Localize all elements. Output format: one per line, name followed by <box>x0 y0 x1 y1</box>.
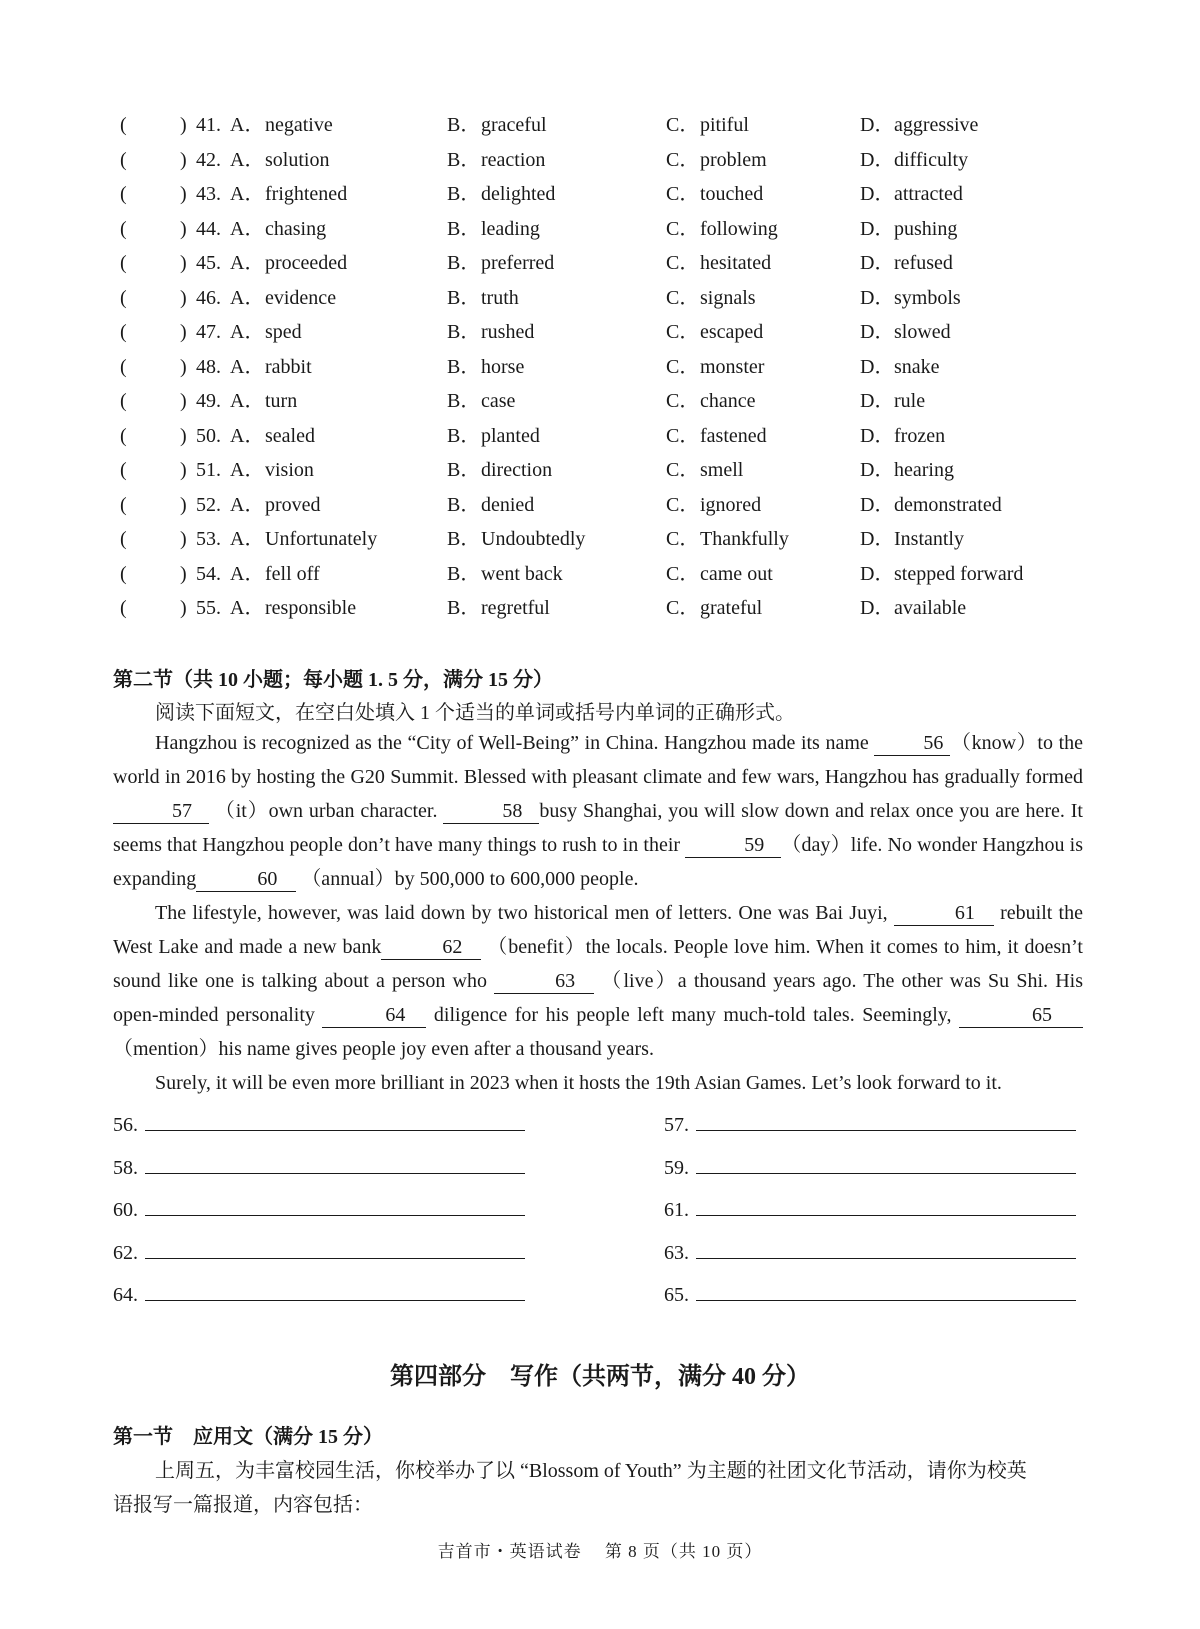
answer-paren-close: ) <box>180 493 187 516</box>
question-number: 44. <box>196 217 221 240</box>
option-d[interactable]: frozen <box>894 424 946 447</box>
option-c[interactable]: pitiful <box>700 114 749 136</box>
option-a[interactable]: fell off <box>265 562 320 585</box>
option-a[interactable]: Unfortunately <box>265 528 378 550</box>
passage-paragraph-3: Surely, it will be even more brilliant in 2023 when it hosts the 19th Asian Games. Let’s look forward to it. <box>155 1072 1002 1094</box>
answer-paren-close: ) <box>180 528 187 550</box>
option-d[interactable]: attracted <box>894 183 963 205</box>
option-b[interactable]: went back <box>481 562 563 585</box>
answer-number: 62. <box>113 1241 138 1264</box>
option-a[interactable]: turn <box>265 390 298 412</box>
option-d[interactable]: available <box>894 597 967 619</box>
answer-line[interactable] <box>696 1153 1076 1174</box>
option-d-label: D． <box>860 321 895 343</box>
option-b-label: B． <box>447 528 481 550</box>
passage-text: diligence for his people left many much-told tales. Seemingly, <box>426 1004 959 1026</box>
passage-text: Hangzhou is recognized as the “City of Well-Being” in China. Hangzhou made its name <box>155 732 875 754</box>
question-row <box>120 283 1080 313</box>
question-number: 48. <box>196 355 221 378</box>
blank-58[interactable]: 58 <box>443 799 539 824</box>
option-b-label: B． <box>447 459 481 481</box>
option-a[interactable]: frightened <box>265 183 348 205</box>
option-c-label: C． <box>666 252 700 274</box>
option-d-label: D． <box>860 252 895 274</box>
part4-title: 第四部分 写作（共两节，满分 40 分） <box>390 1364 810 1390</box>
option-c[interactable]: following <box>700 217 778 240</box>
option-a-label: A． <box>230 217 265 240</box>
answer-paren-open[interactable]: ( <box>120 217 127 240</box>
answer-paren-open[interactable]: ( <box>120 459 127 481</box>
question-number: 41. <box>196 114 221 136</box>
option-b-label: B． <box>447 252 481 274</box>
blank-59[interactable]: 59 <box>685 833 781 858</box>
question-number: 47. <box>196 321 221 343</box>
passage-text: （know）to the world in 2016 by hosting the G20 Summit. Blessed with pleasant climate and few wars, Hangzhou has gradually formed <box>113 732 1084 788</box>
option-a[interactable]: evidence <box>265 286 337 309</box>
option-a-label: A． <box>230 252 265 274</box>
option-b[interactable]: regretful <box>481 597 550 619</box>
option-b[interactable]: reaction <box>481 148 546 171</box>
cloze-passage <box>113 726 1083 1100</box>
option-b-label: B． <box>447 148 481 171</box>
passage-text: （benefit）the locals. People love him. When it comes to him, it doesn’t sound like one is talking about a person who <box>113 936 1083 992</box>
option-c[interactable]: came out <box>700 562 773 585</box>
answer-paren-close: ) <box>180 252 187 274</box>
option-b-label: B． <box>447 183 481 205</box>
option-a-label: A． <box>230 459 265 481</box>
option-a-label: A． <box>230 148 265 171</box>
option-b[interactable]: leading <box>481 217 540 240</box>
answer-line[interactable] <box>696 1238 1076 1259</box>
option-d-label: D． <box>860 286 895 309</box>
option-c-label: C． <box>666 390 700 412</box>
option-b-label: B． <box>447 217 481 240</box>
answer-paren-close: ) <box>180 321 187 343</box>
option-b-label: B． <box>447 424 481 447</box>
option-a[interactable]: sealed <box>265 424 315 447</box>
option-c[interactable]: hesitated <box>700 252 772 274</box>
answer-line[interactable] <box>696 1110 1076 1131</box>
option-c-label: C． <box>666 562 700 585</box>
answer-paren-open[interactable]: ( <box>120 528 127 550</box>
option-a-label: A． <box>230 528 265 550</box>
option-b-label: B． <box>447 286 481 309</box>
answer-paren-close: ) <box>180 562 187 585</box>
question-row <box>120 524 1080 554</box>
option-b[interactable]: preferred <box>481 252 555 274</box>
option-d-label: D． <box>860 597 895 619</box>
option-a[interactable]: chasing <box>265 217 327 240</box>
option-b[interactable]: rushed <box>481 321 535 343</box>
answer-paren-close: ) <box>180 459 187 481</box>
option-b-label: B． <box>447 321 481 343</box>
answer-number: 64. <box>113 1284 138 1306</box>
option-d[interactable]: demonstrated <box>894 493 1002 516</box>
answer-paren-close: ) <box>180 148 187 171</box>
passage-text: （mention）his name gives people joy even after a thousand years. <box>113 1038 654 1060</box>
option-d-label: D． <box>860 493 895 516</box>
option-c[interactable]: chance <box>700 390 756 412</box>
answer-line[interactable] <box>696 1280 1076 1301</box>
answer-paren-open[interactable]: ( <box>120 355 127 378</box>
option-c[interactable]: problem <box>700 148 767 171</box>
passage-text: busy Shanghai, you will slow down and relax once you are here. It seems that Hangzhou people don’t have many things to rush to in their <box>113 800 1083 856</box>
option-c[interactable]: touched <box>700 183 764 205</box>
option-b[interactable]: planted <box>481 424 540 447</box>
option-b[interactable]: Undoubtedly <box>481 528 586 550</box>
option-c-label: C． <box>666 286 700 309</box>
option-d-label: D． <box>860 562 895 585</box>
option-d-label: D． <box>860 528 895 550</box>
answer-paren-close: ) <box>180 597 187 619</box>
answer-number: 56. <box>113 1114 138 1136</box>
passage-paragraph-2 <box>113 896 1083 1066</box>
passage-text: The lifestyle, however, was laid down by two historical men of letters. One was Bai Juyi, <box>155 902 894 924</box>
option-c[interactable]: ignored <box>700 493 762 516</box>
option-b[interactable]: direction <box>481 459 553 481</box>
question-number: 51. <box>196 459 221 481</box>
option-d[interactable]: hearing <box>894 459 954 481</box>
answer-number: 58. <box>113 1156 138 1179</box>
blank-65[interactable]: 65 <box>959 1003 1083 1028</box>
option-c[interactable]: Thankfully <box>700 528 789 550</box>
option-b[interactable]: horse <box>481 355 525 378</box>
question-row <box>120 352 1080 382</box>
answer-paren-open[interactable]: ( <box>120 148 127 171</box>
option-d[interactable]: refused <box>894 252 953 274</box>
answer-paren-open[interactable]: ( <box>120 424 127 447</box>
option-c[interactable]: grateful <box>700 597 763 619</box>
answer-paren-open[interactable]: ( <box>120 493 127 516</box>
answer-row <box>664 1110 1076 1137</box>
answer-row <box>664 1195 1076 1222</box>
option-c-label: C． <box>666 528 700 550</box>
option-a-label: A． <box>230 562 265 585</box>
question-number: 49. <box>196 390 221 412</box>
answer-row <box>664 1153 1076 1180</box>
option-d[interactable]: snake <box>894 355 940 378</box>
option-d[interactable]: symbols <box>894 286 961 309</box>
question-number: 53. <box>196 528 221 550</box>
option-c-label: C． <box>666 493 700 516</box>
option-c[interactable]: monster <box>700 355 765 378</box>
option-c-label: C． <box>666 459 700 481</box>
answer-number: 60. <box>113 1199 138 1221</box>
answer-paren-open[interactable]: ( <box>120 114 127 136</box>
option-d[interactable]: stepped forward <box>894 562 1024 585</box>
answer-paren-close: ) <box>180 114 187 136</box>
passage-text: （annual）by 500,000 to 600,000 people. <box>296 868 639 890</box>
answer-paren-open[interactable]: ( <box>120 252 127 274</box>
answer-paren-open[interactable]: ( <box>120 321 127 343</box>
option-a[interactable]: proceeded <box>265 252 348 274</box>
answer-paren-close: ) <box>180 390 187 412</box>
option-c-label: C． <box>666 321 700 343</box>
blank-61[interactable]: 61 <box>894 901 994 926</box>
blank-64[interactable]: 64 <box>322 1003 426 1028</box>
option-b[interactable]: truth <box>481 286 519 309</box>
answer-row <box>113 1195 525 1222</box>
option-b-label: B． <box>447 390 481 412</box>
answer-number: 59. <box>664 1156 689 1179</box>
option-d[interactable]: Instantly <box>894 528 964 550</box>
question-row <box>120 248 1080 278</box>
question-number: 55. <box>196 597 221 619</box>
blank-56[interactable]: 56 <box>874 731 950 756</box>
option-a[interactable]: negative <box>265 114 333 136</box>
option-b-label: B． <box>447 562 481 585</box>
question-number: 50. <box>196 424 221 447</box>
option-a[interactable]: vision <box>265 459 314 481</box>
question-row <box>120 593 1080 623</box>
option-d-label: D． <box>860 148 895 171</box>
option-c-label: C． <box>666 424 700 447</box>
option-d-label: D． <box>860 459 895 481</box>
answer-number: 61. <box>664 1199 689 1221</box>
option-c-label: C． <box>666 148 700 171</box>
answer-paren-close: ) <box>180 286 187 309</box>
answer-paren-close: ) <box>180 424 187 447</box>
question-row <box>120 317 1080 347</box>
question-number: 42. <box>196 148 221 171</box>
option-a-label: A． <box>230 597 265 619</box>
option-b-label: B． <box>447 493 481 516</box>
answer-line[interactable] <box>145 1195 525 1216</box>
option-a[interactable]: solution <box>265 148 330 171</box>
blank-63[interactable]: 63 <box>494 969 594 994</box>
answer-row <box>113 1280 525 1307</box>
answer-paren-open[interactable]: ( <box>120 562 127 585</box>
option-d[interactable]: pushing <box>894 217 958 240</box>
question-number: 45. <box>196 252 221 274</box>
writing-prompt-line-2: 语报写一篇报道，内容包括： <box>113 1494 373 1516</box>
question-row <box>120 386 1080 416</box>
option-a-label: A． <box>230 114 265 136</box>
writing-section1-title: 第一节 应用文（满分 15 分） <box>113 1426 383 1448</box>
option-a[interactable]: proved <box>265 493 321 516</box>
passage-text: （it）own urban character. <box>209 800 444 822</box>
question-row <box>120 490 1080 520</box>
option-b-label: B． <box>447 114 481 136</box>
blank-62[interactable]: 62 <box>381 935 481 960</box>
passage-text: （day）life. No wonder Hangzhou is expanding <box>113 834 1083 890</box>
answer-line[interactable] <box>696 1195 1076 1216</box>
passage-text: （live）a thousand years ago. The other was Su Shi. His open-minded personality <box>113 970 1083 1026</box>
option-b-label: B． <box>447 355 481 378</box>
option-c-label: C． <box>666 597 700 619</box>
option-d-label: D． <box>860 355 895 378</box>
option-b-label: B． <box>447 597 481 619</box>
answer-paren-close: ) <box>180 183 187 205</box>
answer-row <box>113 1238 525 1265</box>
question-row <box>120 179 1080 209</box>
option-c[interactable]: escaped <box>700 321 764 343</box>
page-footer: 吉首市・英语试卷 第 8 页（共 10 页） <box>437 1542 763 1561</box>
answer-row <box>113 1153 525 1180</box>
option-d[interactable]: aggressive <box>894 114 979 136</box>
option-a-label: A． <box>230 183 265 205</box>
option-d[interactable]: difficulty <box>894 148 969 171</box>
option-c-label: C． <box>666 217 700 240</box>
answer-number: 63. <box>664 1241 689 1264</box>
section2-instruction: 阅读下面短文，在空白处填入 1 个适当的单词或括号内单词的正确形式。 <box>155 702 795 724</box>
question-row <box>120 559 1080 589</box>
question-number: 52. <box>196 493 221 516</box>
section2-title: 第二节（共 10 小题；每小题 1. 5 分，满分 15 分） <box>113 669 553 691</box>
option-b[interactable]: graceful <box>481 114 547 136</box>
answer-paren-close: ) <box>180 355 187 378</box>
answer-row <box>664 1280 1076 1307</box>
option-c-label: C． <box>666 183 700 205</box>
question-number: 43. <box>196 183 221 205</box>
answer-number: 57. <box>664 1114 689 1136</box>
answer-row <box>664 1238 1076 1265</box>
answer-line[interactable] <box>145 1153 525 1174</box>
answer-paren-open[interactable]: ( <box>120 597 127 619</box>
question-row <box>120 421 1080 451</box>
option-b[interactable]: case <box>481 390 516 412</box>
question-number: 54. <box>196 562 221 585</box>
answer-line[interactable] <box>145 1238 525 1259</box>
option-c[interactable]: fastened <box>700 424 767 447</box>
option-a[interactable]: sped <box>265 321 302 343</box>
writing-prompt-line-1: 上周五，为丰富校园生活，你校举办了以 “Blossom of Youth” 为主题的社团文化节活动，请你为校英 <box>155 1460 1027 1482</box>
blank-60[interactable]: 60 <box>196 867 296 892</box>
option-d-label: D． <box>860 217 895 240</box>
option-d-label: D． <box>860 424 895 447</box>
option-d-label: D． <box>860 183 895 205</box>
option-d[interactable]: slowed <box>894 321 951 343</box>
answer-line[interactable] <box>145 1110 525 1131</box>
answer-line[interactable] <box>145 1280 525 1301</box>
answer-paren-open[interactable]: ( <box>120 390 127 412</box>
option-c[interactable]: smell <box>700 459 744 481</box>
option-c-label: C． <box>666 114 700 136</box>
passage-paragraph-1 <box>113 726 1083 896</box>
option-b[interactable]: denied <box>481 493 535 516</box>
option-c-label: C． <box>666 355 700 378</box>
option-c[interactable]: signals <box>700 286 756 309</box>
answer-number: 65. <box>664 1284 689 1306</box>
answer-row <box>113 1110 525 1137</box>
option-d[interactable]: rule <box>894 390 926 412</box>
answer-paren-close: ) <box>180 217 187 240</box>
answer-paren-open[interactable]: ( <box>120 183 127 205</box>
question-row <box>120 455 1080 485</box>
question-row <box>120 145 1080 175</box>
option-a-label: A． <box>230 424 265 447</box>
question-number: 46. <box>196 286 221 309</box>
question-row <box>120 110 1080 140</box>
option-d-label: D． <box>860 114 895 136</box>
option-a[interactable]: responsible <box>265 597 357 619</box>
option-a-label: A． <box>230 355 265 378</box>
option-a[interactable]: rabbit <box>265 355 312 378</box>
question-row <box>120 214 1080 244</box>
option-a-label: A． <box>230 286 265 309</box>
option-d-label: D． <box>860 390 895 412</box>
option-a-label: A． <box>230 390 265 412</box>
option-b[interactable]: delighted <box>481 183 556 205</box>
blank-57[interactable]: 57 <box>113 799 209 824</box>
answer-paren-open[interactable]: ( <box>120 286 127 309</box>
option-a-label: A． <box>230 321 265 343</box>
option-a-label: A． <box>230 493 265 516</box>
passage-text: rebuilt the West Lake and made a new bank <box>113 902 1083 958</box>
